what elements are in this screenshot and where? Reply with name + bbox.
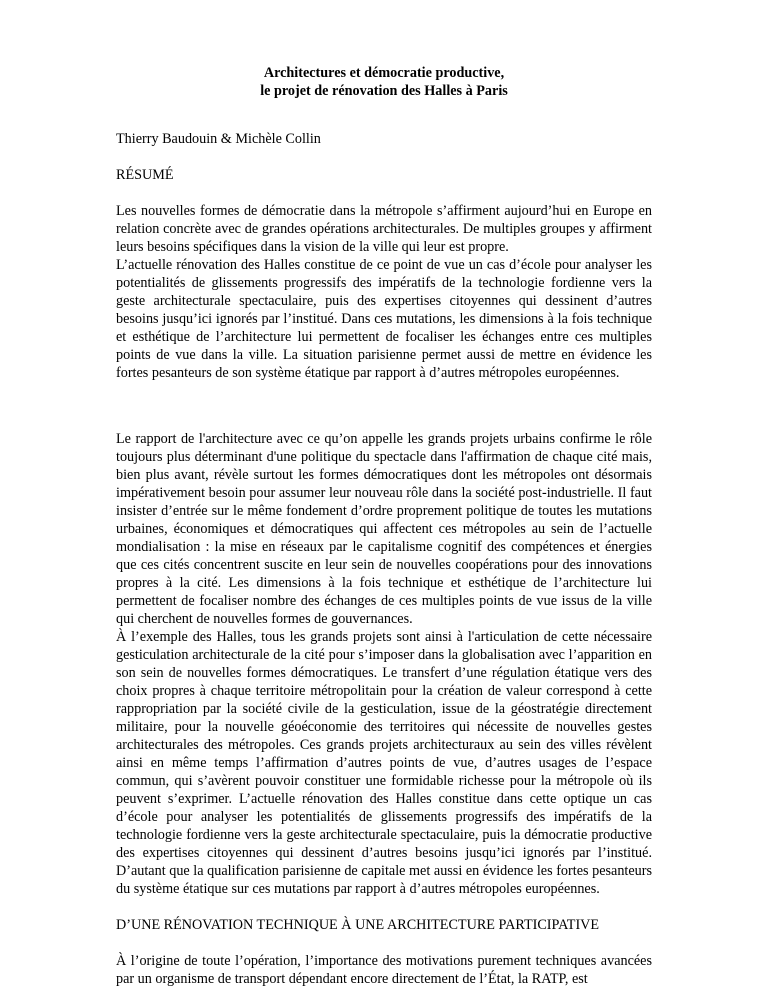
title-line-1: Architectures et démocratie productive,	[263, 65, 505, 81]
body-text	[116, 430, 652, 898]
section-paragraph: À l’origine de toute l’opération, l’importance des motivations purement techniques avancées par un organisme de transport dépendant encore directement de l’État, la RATP, est	[116, 953, 652, 987]
body-paragraph: Le rapport de l'architecture avec ce qu’on appelle les grands projets urbains confirme le rôle toujours plus déterminant d'une politique du spectacle dans l'affirmation de chaque cité mais, bien plus avant, révèle surtout les formes démocratiques dont les métropoles ont désormais impérativement besoin pour assumer leur nouveau rôle dans la société post-industrielle. Il faut insister d’entrée sur le même fondement d’ordre proprement politique de toutes les mutations urbaines, économiques et démocratiques qui affectent ces métropoles au sein de l’actuelle mondialisation : la mise en réseaux par le capitalisme cognitif des compétences et énergies que ces cités concentrent suscite en leur sein de nouvelles coopérations pour des innovations propres à la cité. Les dimensions à la fois technique et esthétique de l’architecture lui permettent de focaliser nombre des échanges de ces multiples points de vue issus de la ville qui cherchent de nouvelles formes de gouvernances.	[116, 431, 652, 627]
abstract-heading: RÉSUMÉ	[116, 167, 174, 183]
title-line-2: le projet de rénovation des Halles à Paris	[260, 83, 508, 99]
document-title	[116, 64, 652, 100]
section-heading: D’UNE RÉNOVATION TECHNIQUE À UNE ARCHITECTURE PARTICIPATIVE	[116, 917, 600, 933]
authors: Thierry Baudouin & Michèle Collin	[116, 131, 321, 147]
body-paragraph: À l’exemple des Halles, tous les grands projets sont ainsi à l'articulation de cette nécessaire gesticulation architecturale de la cité pour s’imposer dans la globalisation avec l’apparition en son sein de nouvelles formes démocratiques. Le transfert d’une régulation étatique vers des choix propres à chaque territoire métropolitain pour la création de valeur correspond à cette rappropriation par la société civile de la gesticulation, issue de la géostratégie directement militaire, pour la nouvelle géoéconomie des territoires qui nécessite de nouvelles gestes architecturales des métropoles. Ces grands projets architecturaux au sein des villes révèlent ainsi en même temps l’affirmation d’autres points de vue, d’autres usages de l’espace commun, qui s’avèrent pouvoir constituer une formidable richesse pour la métropole où ils peuvent s’exprimer. L’actuelle rénovation des Halles constitue dans cette optique un cas d’école pour analyser les potentialités de glissements progressifs des impératifs de la technologie fordienne vers la geste architecturale spectaculaire, puis la démocratie productive des expertises citoyennes qui dessinent d’autres besoins jusqu’ici ignorés par l’institué. D’autant que la qualification parisienne de capitale met aussi en évidence les fortes pesanteurs du système étatique sur ces mutations par rapport à d’autres métropoles européennes.	[116, 629, 652, 897]
abstract	[116, 202, 652, 382]
abstract-paragraph: L’actuelle rénovation des Halles constitue de ce point de vue un cas d’école pour analyser les potentialités de glissements progressifs des impératifs de la technologie fordienne vers la geste architecturale spectaculaire, puis des expertises citoyennes qui dessinent d’autres besoins jusqu’ici ignorés par l’institué. Dans ces mutations, les dimensions à la fois technique et esthétique de l’architecture lui permettent de focaliser les échanges entre ces multiples points de vue dans la ville. La situation parisienne permet aussi de mettre en évidence les fortes pesanteurs de son système étatique par rapport à d’autres métropoles européennes.	[116, 257, 652, 381]
abstract-paragraph: Les nouvelles formes de démocratie dans la métropole s’affirment aujourd’hui en Europe en relation concrète avec de grandes opérations architecturales. De multiples groupes y affirment leurs besoins spécifiques dans la vision de la ville qui leur est propre.	[116, 203, 652, 255]
